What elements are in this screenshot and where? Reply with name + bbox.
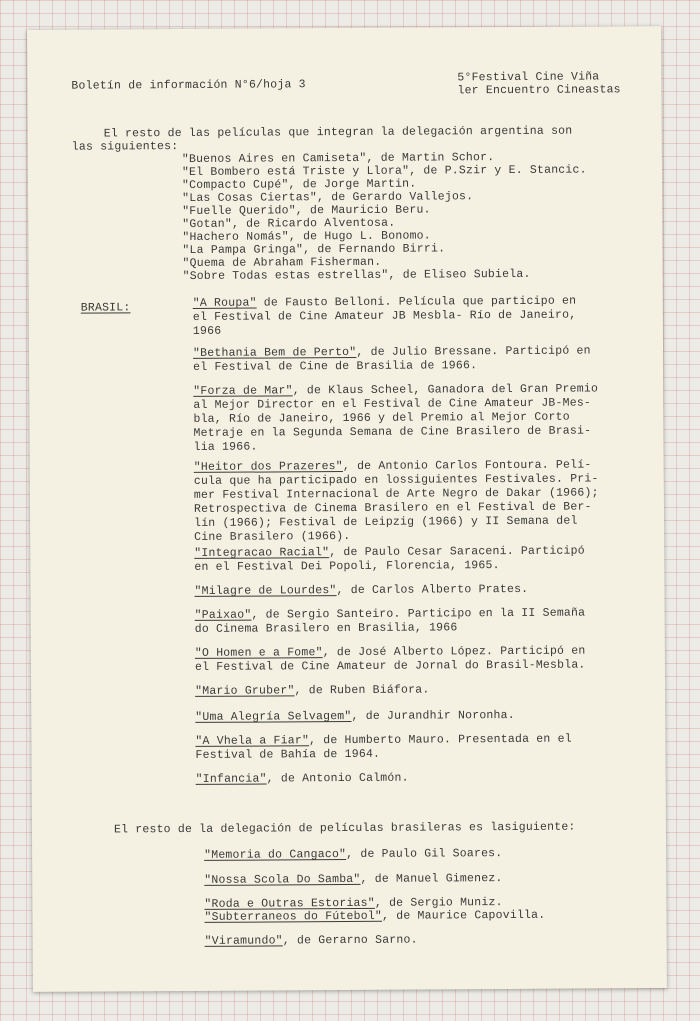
film-details: , de Ruben Biáfora. — [294, 683, 430, 698]
header-bulletin-number: Boletín de información N°6/hoja 3 — [71, 78, 306, 93]
film-details: , de Julio Bressane. Participó en — [356, 344, 591, 359]
film-title: "Viramundo" — [204, 934, 283, 948]
film-details-line: Retrospectiva de Cinema Brasilero en el Festival de Ber- — [193, 500, 592, 516]
list-item: "Fuelle Querido", de Mauricio Beru. — [182, 203, 431, 219]
film-details-line: el Festival de Cine Amateur de Jornal do Brasil-Mesbla. — [194, 658, 586, 674]
film-details: , de Klaus Scheel, Ganadora del Gran Premio — [292, 382, 599, 398]
film-details: , de Manuel Gimenez. — [360, 872, 503, 886]
film-entry — [194, 544, 654, 575]
film-entry — [193, 344, 653, 375]
film-details-line: 1966 — [192, 324, 222, 338]
list-item: "Las Cosas Ciertas", de Gerardo Vallejos. — [182, 190, 474, 206]
film-entry — [195, 682, 655, 699]
film-entry — [194, 458, 655, 545]
film-entry — [193, 382, 653, 455]
film-title: "Mario Gruber" — [195, 684, 295, 698]
film-details-line: cula que ha participado en lossiguientes Festivales. Pri- — [193, 472, 599, 488]
film-details-line: Cine Brasilero (1966). — [194, 529, 351, 544]
document-sheet — [27, 26, 667, 992]
film-details-line: al Mejor Director en el Festival de Cine Amateur JB-Mes- — [193, 396, 592, 412]
film-entry — [193, 294, 653, 339]
film-entry — [195, 606, 655, 637]
film-title: "Integracao Racial" — [194, 546, 330, 560]
film-title: "A Vhela a Fiar" — [195, 734, 310, 748]
film-details: , de Carlos Alberto Prates. — [336, 582, 529, 598]
film-entry — [204, 871, 664, 888]
film-details: , de Humberto Mauro. Presentada en el — [309, 732, 572, 748]
list-item: "Hachero Nomás", de Hugo L. Bonomo. — [182, 229, 431, 245]
list-item: "El Bombero está Triste y Llora", de P.Szir y E. Stancic. — [181, 163, 587, 180]
header-encuentro: ler Encuentro Cineastas — [457, 83, 621, 98]
film-title: "O Homen e a Fome" — [194, 646, 323, 660]
film-details: , de Paulo Cesar Saraceni. Participó — [329, 544, 585, 560]
film-details: , de José Alberto López. Participó en — [322, 644, 586, 660]
film-title: "Subterraneos do Fútebol" — [204, 909, 383, 924]
film-details: , de Paulo Gil Soares. — [346, 847, 503, 862]
film-details-line: do Cinema Brasilero en Brasilia, 1966 — [194, 621, 458, 636]
film-details: , de Maurice Capovilla. — [381, 908, 546, 923]
film-title: "Milagre de Lourdes" — [194, 584, 337, 598]
list-item: "Sobre Todas estas estrellas", de Eliseo Subiela. — [182, 267, 531, 283]
film-entry — [195, 644, 655, 675]
film-details-line: lia 1966. — [193, 440, 258, 454]
film-title: "Infancia" — [195, 772, 267, 786]
list-item: "La Pampa Gringa", de Fernando Birri. — [182, 242, 446, 258]
film-title: "Heitor dos Prazeres" — [193, 460, 343, 474]
film-details-line: Metraje en la Segunda Semana de Cine Brasilero de Brasi- — [193, 424, 592, 440]
film-details: , de Antonio Carlos Fontoura. Pelí- — [342, 458, 592, 474]
film-details-line: el Festival de Cine Amateur JB Mesbla- Río de Janeiro, — [192, 308, 577, 324]
film-title: "Roda e Outras Estorias" — [204, 896, 375, 911]
film-details: , de Jurandhir Noronha. — [351, 708, 515, 723]
film-entry — [205, 932, 665, 949]
film-title: "Forza de Mar" — [193, 384, 293, 398]
film-title: "Uma Alegría Selvagem" — [195, 709, 352, 724]
film-entry — [196, 770, 656, 787]
film-title: "A Roupa" — [192, 296, 257, 310]
film-details-line: el Festival de Cine de Brasilia de 1966. — [193, 359, 478, 374]
list-item: "Gotan", de Ricardo Alventosa. — [182, 216, 396, 232]
film-title: "Bethania Bem de Perto" — [193, 345, 357, 360]
film-details-line: bla, Río de Janeiro, 1966 y del Premio al Mejor Corto — [193, 410, 570, 426]
film-title: "Nossa Scola Do Samba" — [204, 872, 361, 887]
film-details-line: Festival de Bahía de 1964. — [195, 747, 381, 762]
brasil-rest-intro: El resto de la delegación de películas brasileras es lasiguiente: — [113, 820, 576, 837]
film-entry — [194, 582, 654, 599]
intro-line-2: las siguientes: — [71, 140, 179, 154]
film-entry — [204, 846, 664, 863]
section-label-brasil: BRASIL: — [80, 301, 131, 315]
film-details-line: en el Festival Dei Popoli, Florencia, 1965. — [194, 559, 500, 574]
intro-line-1: El resto de las películas que integran la delegación argentina son — [103, 124, 573, 141]
film-details: , de Antonio Calmón. — [266, 771, 409, 786]
film-details-line: mer Festival Internacional de Arte Negro de Dakar (1966); — [193, 486, 599, 502]
list-item: "Quema de Abraham Fisherman. — [182, 255, 382, 271]
header-festival: 5°Festival Cine Viña — [457, 70, 600, 85]
film-details: , de Gerarno Sarno. — [282, 933, 418, 948]
list-item: "Compacto Cupé", de Jorge Martin. — [181, 177, 417, 193]
film-title: "Paixao" — [194, 608, 252, 622]
list-item: "Buenos Aires en Camiseta", de Martin Schor. — [181, 151, 495, 167]
film-entry — [195, 732, 655, 763]
film-title: "Memoria do Cangaco" — [204, 848, 347, 862]
film-details: , de Sergio Muniz. — [374, 896, 503, 910]
film-entry — [204, 908, 664, 925]
film-details: , de Sergio Santeiro. Participo en la II Semaña — [251, 606, 586, 622]
film-details: de Fausto Belloni. Película que participo en — [256, 294, 577, 310]
film-entry — [195, 708, 655, 725]
film-details-line: lín (1966); Festival de Leipzig (1966) y II Semana del — [194, 514, 578, 530]
